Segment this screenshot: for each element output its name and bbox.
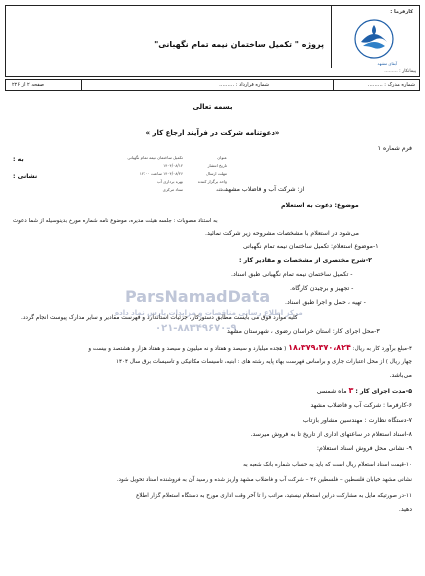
duration-value: ۳ [348,386,354,395]
item-4: ۴-مبلغ برآورد کار به ریال: ۱۸،۳۷۹،۳۷۰،۸۲۴ ( هجده میلیارد و سیصد و هفتاد و نه میلیون و سیصد و هفتاد هزار و هشتصد و بیست و [88,343,412,352]
header-table [5,5,420,77]
watermark-brand: ParsNamadData [125,287,271,306]
complete-line: کلیه موارد فوق می بایست مطابق دستورکار، جزئیات استاندارد و فهرست مقادیر و سایر مدارک پیوست انجام گردد. [21,315,298,321]
company-logo-icon [353,18,395,60]
item-6: ۶-کارفرما : شرکت آب و فاضلاب مشهد [310,402,412,409]
item-9: ۹- نشانی محل فروش اسناد استعلام: [316,445,412,452]
item-7: ۷-دستگاه نظارت : مهندسین مشاور بازتاب [302,417,412,424]
item-2-title: ۲-شرح مختصری از مشخصات و مقادیر کار : [239,257,372,264]
subject-line: موضوع: دعوت به استعلام [281,202,359,209]
document-page [5,5,420,571]
address-label: نشانی : [13,173,38,180]
resolution-line: به استناد مصوبات : جلسه هیئت مدیره، موضوع نامه شماره مورخ بدینوسیله از شما دعوت [13,218,218,224]
to-label: به : [13,156,24,163]
project-title: پروژه " تکمیل ساختمان نیمه تمام نگهبانی" [154,40,324,49]
item-4-line-3: می‌باشد. [389,372,412,379]
estimate-amount: ۱۸،۳۷۹،۳۷۰،۸۲۴ [288,343,351,352]
doc-number-label: شماره مدرک : ……… [367,82,415,88]
item-11: ۱۱-در صورتیکه مایل به مشارکت دراین استعلام نیستید، مراتب را تا آخر وقت اداری مورخ به دستگاه استعلام گزار اطلاع [136,493,412,499]
form-number: فرم شماره ۱ [377,145,412,152]
sub-header-divider [333,79,334,91]
tender-info-stamp: عنوان تکمیل ساختمان نیمه تمام نگهبانی تاریخ انتشار ۱۴۰۴/۰۸/۱۲ مهلت ارسال ۱۴۰۴/۰۸/۲۶ ساعت ۱۲:۰۰ واحد برگزار کننده بهره برداری آب منطقه ستاد مرکزی [127,155,227,192]
item-2-b: - تجهیز و برچیدن کارگاه. [290,285,354,292]
item-10-line-2: نشانی مشهد خیابان فلسطین – فلسطین ۲۶ – شرکت آب و فاضلاب مشهد واریز شده و رسید آن به فروشنده اسناد تحویل شود. [116,477,412,483]
from-line: از: شرکت آب و فاضلاب مشهد [225,186,305,193]
watermark-subtitle: مرکز اطلاع رسانی مناقصات و مزایدات پارس نماد داده [115,309,303,317]
sub-header-row [5,79,420,91]
item-5: ۵-مدت اجرای کار : ۳ ماه شمسی [316,386,412,395]
page-number-label: صفحه ۲ از ۲۲۶ [12,82,45,88]
item-2-c: - تهیه ، حمل و اجرا طبق اسناد. [285,299,366,306]
invitation-title: «دعوتنامه شرکت در فرآیند ارجاع کار » [145,129,280,137]
item-1: ۱-موضوع استعلام: تکمیل ساختمان نیمه تمام نگهبانی [243,243,379,250]
contract-number-label: شماره قرارداد : ……… [219,82,269,88]
item-8: ۸-اسناد استعلام در ساعتهای اداری از تاریخ تا به فروش میرسد. [250,431,412,438]
item-10: ۱۰-قیمت اسناد استعلام ریال است که باید به حساب شماره بانک شعبه به [243,462,412,468]
org-name: آبفای مشهد [377,61,397,66]
watermark-phone: ۰۲۱-۸۸۳۴۹۶۷۰-۹ [155,323,237,334]
item-11-line-2: دهید. [398,506,412,513]
invite-line: می‌شود در استعلام با مشخصات مشروحه زیر شرکت نمائید. [205,230,359,237]
contractor-label: پیمانکار : ……… [384,69,416,74]
item-2-a: - تکمیل ساختمان نیمه تمام نگهبانی طبق اسناد. [231,271,353,278]
logo-cell [331,6,419,68]
employer-label: کارفرما : [390,9,413,15]
basmala: بسمه تعالی [192,103,233,111]
item-4-line-2: چهار ریال ) از محل اعتبارات جاری و براساس فهرست بهاء پایه رشته های : ابنیه، تاسیسات مکانیکی و تاسیسات برق سال ۱۴۰۴ [116,359,412,365]
item-3: ۳-محل اجرای کار: استان خراسان رضوی ، شهرستان مشهد [227,328,380,335]
sub-header-divider [81,79,82,91]
